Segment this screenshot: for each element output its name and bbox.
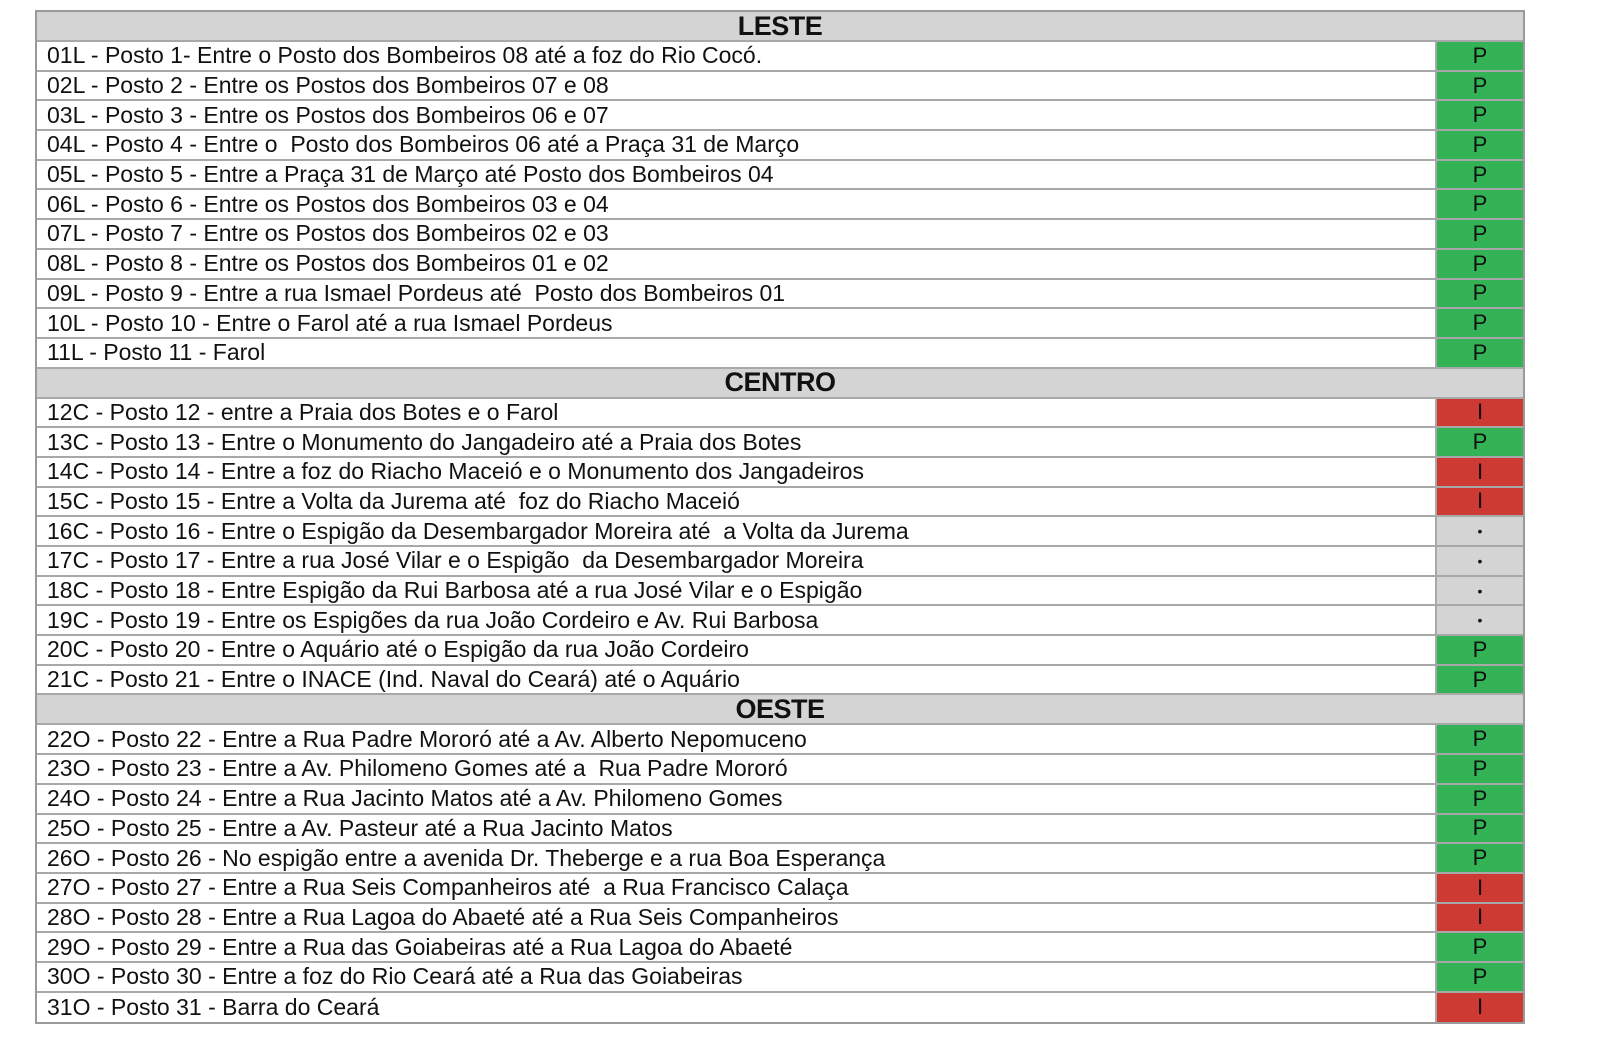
- table-row: [37, 458, 1523, 488]
- table-row: [37, 874, 1523, 904]
- table-row: [37, 309, 1523, 339]
- status-badge: I: [1437, 874, 1523, 902]
- post-description: 02L - Posto 2 - Entre os Postos dos Bombeiros 07 e 08: [37, 72, 1437, 100]
- post-description: 21C - Posto 21 - Entre o INACE (Ind. Naval do Ceará) até o Aquário: [37, 666, 1437, 694]
- table-row: [37, 280, 1523, 310]
- table-row: [37, 904, 1523, 934]
- status-badge: •: [1437, 547, 1523, 575]
- post-description: 10L - Posto 10 - Entre o Farol até a rua Ismael Pordeus: [37, 309, 1437, 337]
- table-row: [37, 993, 1523, 1023]
- post-description: 14C - Posto 14 - Entre a foz do Riacho Maceió e o Monumento dos Jangadeiros: [37, 458, 1437, 486]
- status-badge: P: [1437, 101, 1523, 129]
- status-badge: P: [1437, 339, 1523, 367]
- status-badge: P: [1437, 636, 1523, 664]
- post-description: 26O - Posto 26 - No espigão entre a avenida Dr. Theberge e a rua Boa Esperança: [37, 844, 1437, 872]
- status-badge: P: [1437, 666, 1523, 694]
- table-row: [37, 636, 1523, 666]
- table-row: [37, 161, 1523, 191]
- post-description: 20C - Posto 20 - Entre o Aquário até o Espigão da rua João Cordeiro: [37, 636, 1437, 664]
- table-row: [37, 606, 1523, 636]
- table-row: [37, 220, 1523, 250]
- status-badge: P: [1437, 815, 1523, 843]
- status-badge: P: [1437, 785, 1523, 813]
- post-description: 08L - Posto 8 - Entre os Postos dos Bombeiros 01 e 02: [37, 250, 1437, 278]
- post-description: 31O - Posto 31 - Barra do Ceará: [37, 993, 1437, 1023]
- status-badge: P: [1437, 844, 1523, 872]
- table-row: [37, 42, 1523, 72]
- table-row: [37, 428, 1523, 458]
- section-header-leste: LESTE: [37, 12, 1523, 42]
- status-badge: P: [1437, 755, 1523, 783]
- table-row: [37, 101, 1523, 131]
- post-description: 28O - Posto 28 - Entre a Rua Lagoa do Abaeté até a Rua Seis Companheiros: [37, 904, 1437, 932]
- post-description: 24O - Posto 24 - Entre a Rua Jacinto Matos até a Av. Philomeno Gomes: [37, 785, 1437, 813]
- post-description: 19C - Posto 19 - Entre os Espigões da rua João Cordeiro e Av. Rui Barbosa: [37, 606, 1437, 634]
- post-description: 01L - Posto 1- Entre o Posto dos Bombeiros 08 até a foz do Rio Cocó.: [37, 42, 1437, 70]
- status-badge: •: [1437, 606, 1523, 634]
- status-badge: P: [1437, 131, 1523, 159]
- status-badge: P: [1437, 428, 1523, 456]
- table-row: [37, 547, 1523, 577]
- post-description: 12C - Posto 12 - entre a Praia dos Botes e o Farol: [37, 399, 1437, 427]
- status-badge: P: [1437, 280, 1523, 308]
- table-row: [37, 844, 1523, 874]
- table-row: [37, 725, 1523, 755]
- post-description: 27O - Posto 27 - Entre a Rua Seis Companheiros até a Rua Francisco Calaça: [37, 874, 1437, 902]
- post-description: 15C - Posto 15 - Entre a Volta da Jurema até foz do Riacho Maceió: [37, 488, 1437, 516]
- status-badge: •: [1437, 517, 1523, 545]
- post-description: 17C - Posto 17 - Entre a rua José Vilar e o Espigão da Desembargador Moreira: [37, 547, 1437, 575]
- status-badge: I: [1437, 458, 1523, 486]
- post-description: 13C - Posto 13 - Entre o Monumento do Jangadeiro até a Praia dos Botes: [37, 428, 1437, 456]
- status-badge: •: [1437, 577, 1523, 605]
- status-badge: P: [1437, 725, 1523, 753]
- table-row: [37, 190, 1523, 220]
- status-badge: P: [1437, 963, 1523, 991]
- table-row: [37, 488, 1523, 518]
- post-description: 11L - Posto 11 - Farol: [37, 339, 1437, 367]
- status-badge: P: [1437, 42, 1523, 70]
- status-badge: P: [1437, 190, 1523, 218]
- status-badge: I: [1437, 488, 1523, 516]
- table-row: [37, 517, 1523, 547]
- status-badge: P: [1437, 161, 1523, 189]
- table-row: [37, 131, 1523, 161]
- status-badge: I: [1437, 993, 1523, 1023]
- status-badge: P: [1437, 309, 1523, 337]
- post-description: 29O - Posto 29 - Entre a Rua das Goiabeiras até a Rua Lagoa do Abaeté: [37, 933, 1437, 961]
- post-description: 16C - Posto 16 - Entre o Espigão da Desembargador Moreira até a Volta da Jurema: [37, 517, 1437, 545]
- table-row: [37, 933, 1523, 963]
- section-header-oeste: OESTE: [37, 695, 1523, 725]
- post-description: 09L - Posto 9 - Entre a rua Ismael Pordeus até Posto dos Bombeiros 01: [37, 280, 1437, 308]
- table-row: [37, 250, 1523, 280]
- table-row: [37, 72, 1523, 102]
- post-description: 06L - Posto 6 - Entre os Postos dos Bombeiros 03 e 04: [37, 190, 1437, 218]
- post-description: 22O - Posto 22 - Entre a Rua Padre Mororó até a Av. Alberto Nepomuceno: [37, 725, 1437, 753]
- table-row: [37, 577, 1523, 607]
- table-row: [37, 399, 1523, 429]
- post-description: 18C - Posto 18 - Entre Espigão da Rui Barbosa até a rua José Vilar e o Espigão: [37, 577, 1437, 605]
- table-row: [37, 785, 1523, 815]
- status-badge: P: [1437, 933, 1523, 961]
- table-row: [37, 755, 1523, 785]
- status-badge: P: [1437, 72, 1523, 100]
- post-description: 05L - Posto 5 - Entre a Praça 31 de Março até Posto dos Bombeiros 04: [37, 161, 1437, 189]
- post-description: 07L - Posto 7 - Entre os Postos dos Bombeiros 02 e 03: [37, 220, 1437, 248]
- table-row: [37, 963, 1523, 993]
- status-badge: P: [1437, 250, 1523, 278]
- table-row: [37, 666, 1523, 696]
- table-row: [37, 339, 1523, 369]
- beach-status-table: [35, 10, 1525, 1024]
- table-row: [37, 815, 1523, 845]
- post-description: 03L - Posto 3 - Entre os Postos dos Bombeiros 06 e 07: [37, 101, 1437, 129]
- section-header-centro: CENTRO: [37, 369, 1523, 399]
- status-badge: P: [1437, 220, 1523, 248]
- post-description: 23O - Posto 23 - Entre a Av. Philomeno Gomes até a Rua Padre Mororó: [37, 755, 1437, 783]
- status-badge: I: [1437, 904, 1523, 932]
- post-description: 25O - Posto 25 - Entre a Av. Pasteur até a Rua Jacinto Matos: [37, 815, 1437, 843]
- status-badge: I: [1437, 399, 1523, 427]
- post-description: 30O - Posto 30 - Entre a foz do Rio Ceará até a Rua das Goiabeiras: [37, 963, 1437, 991]
- post-description: 04L - Posto 4 - Entre o Posto dos Bombeiros 06 até a Praça 31 de Março: [37, 131, 1437, 159]
